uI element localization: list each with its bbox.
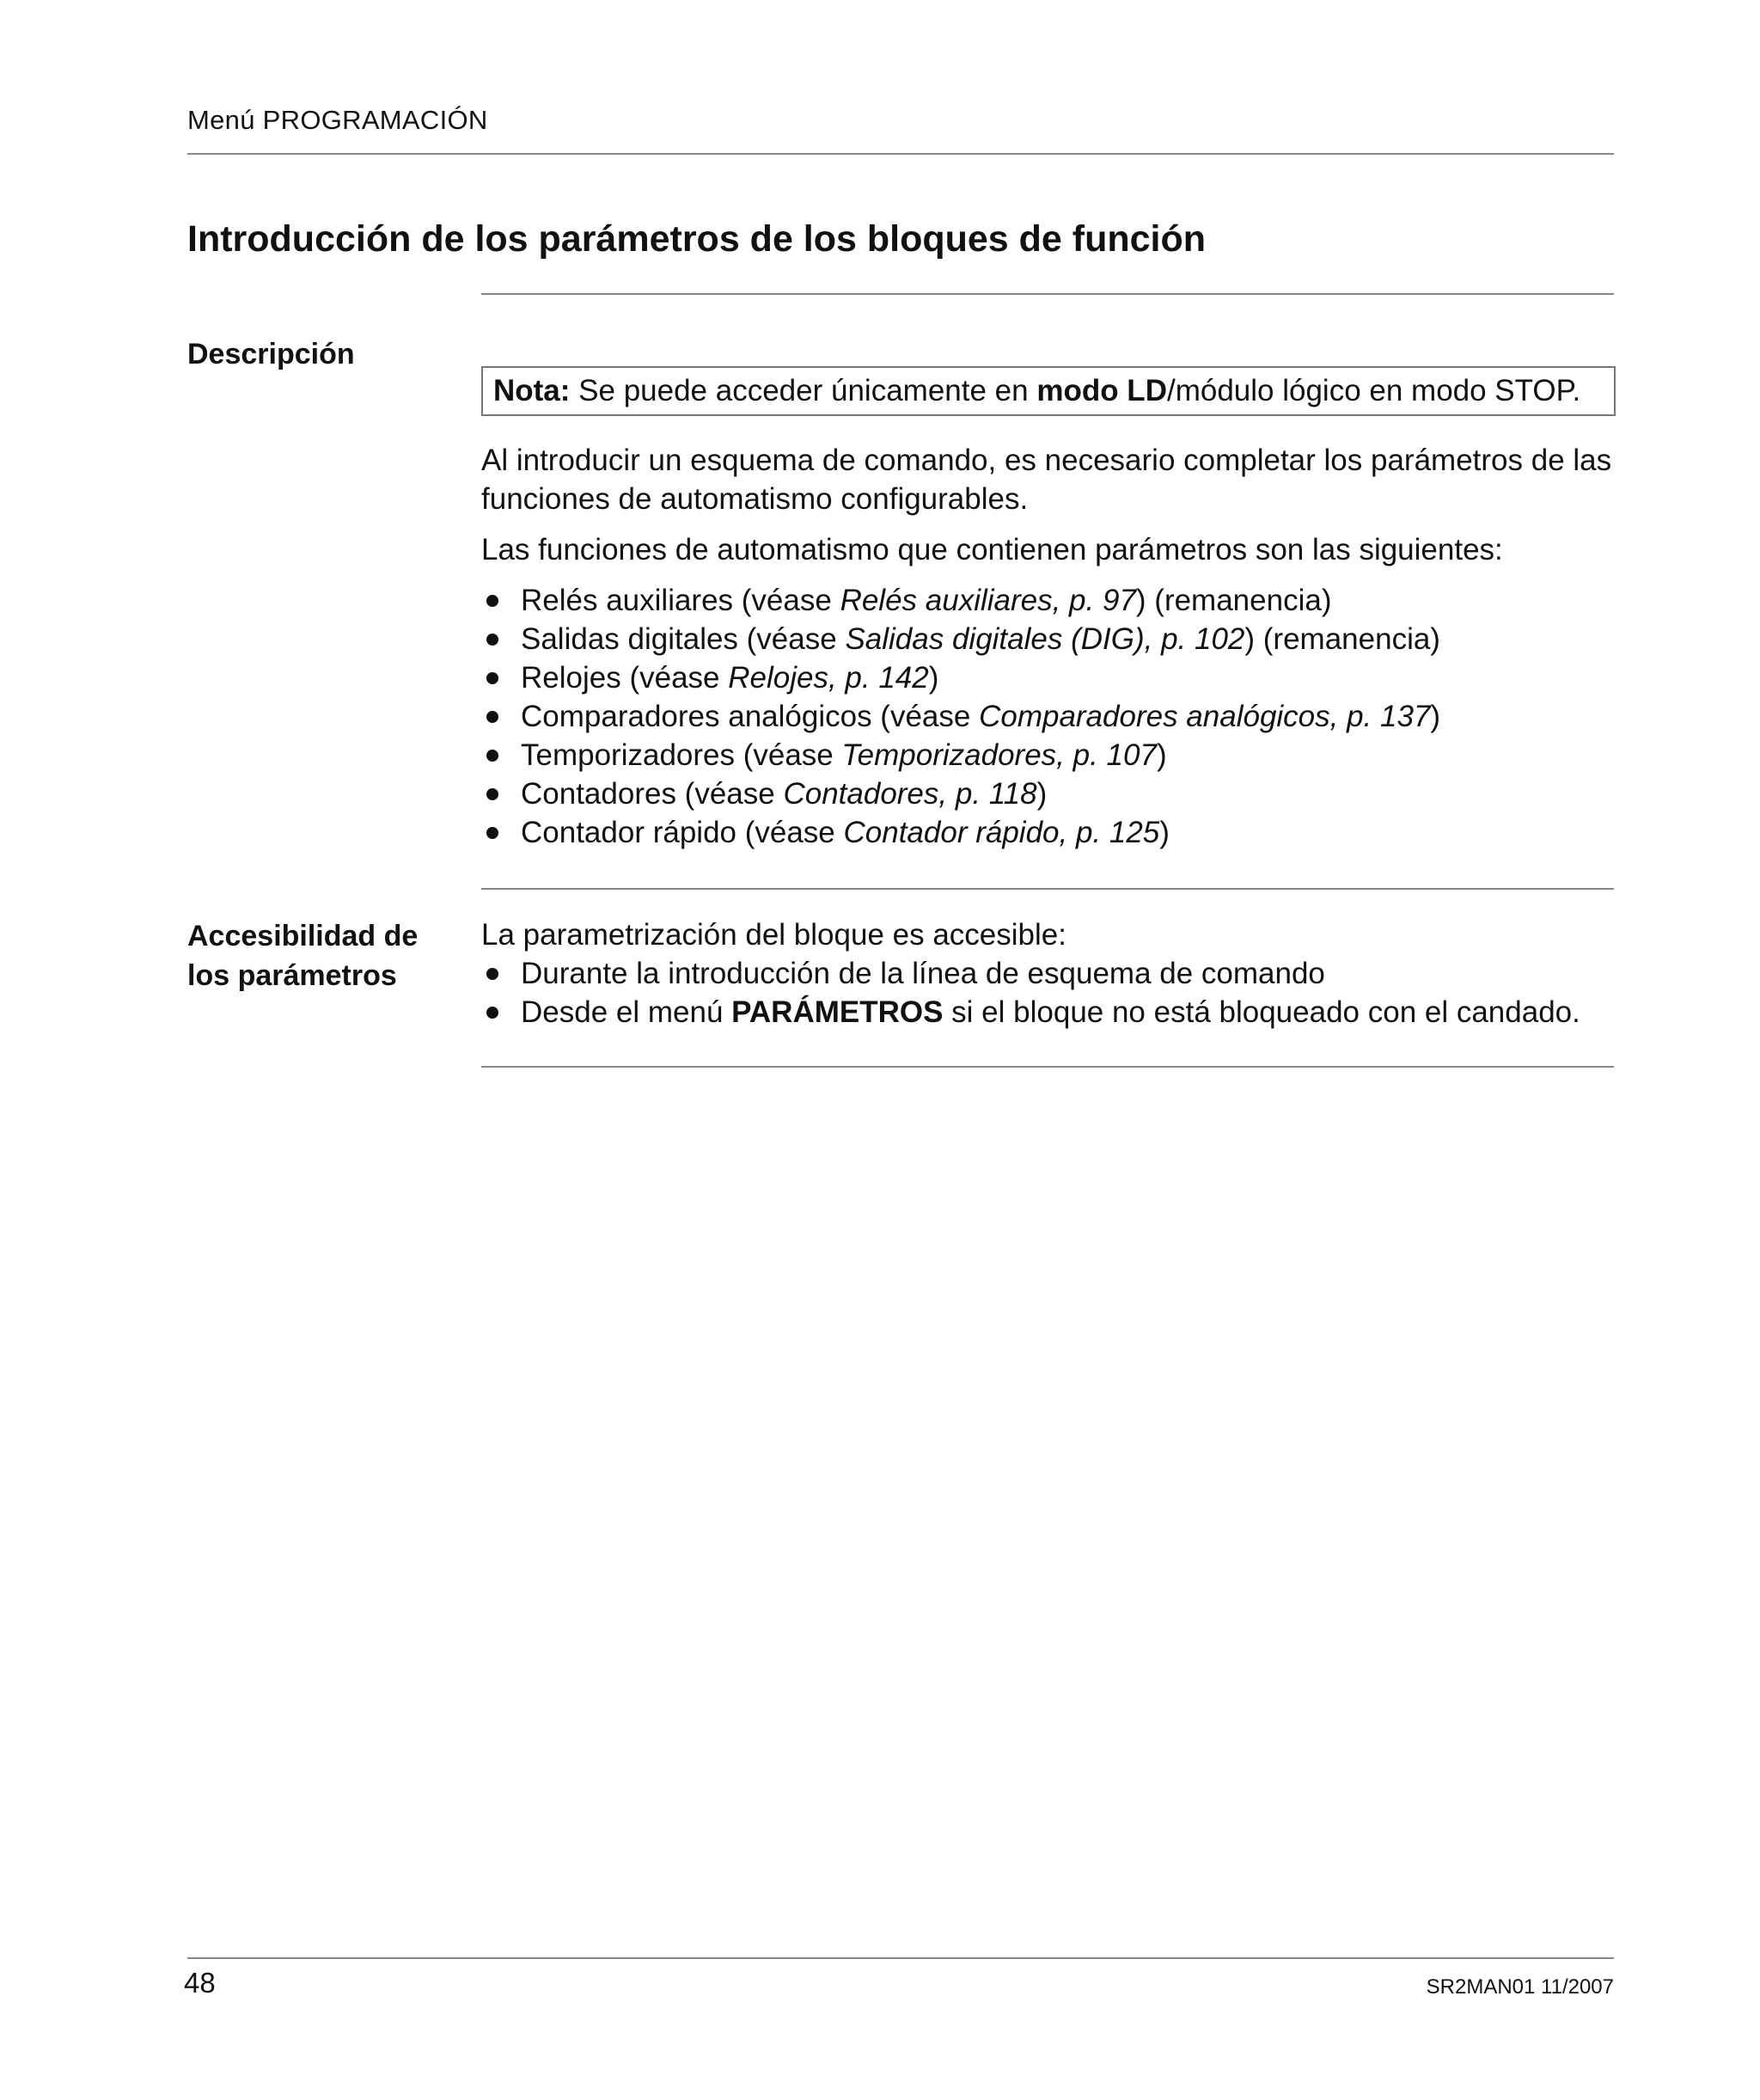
page-number: 48 (184, 1967, 216, 1999)
section-label-descripcion: Descripción (187, 338, 355, 370)
accesibilidad-intro: La parametrización del bloque es accesible: (481, 918, 1066, 952)
document-code: SR2MAN01 11/2007 (1426, 1975, 1614, 1999)
list-item: Temporizadores (véase Temporizadores, p. 107) (481, 736, 1616, 774)
cross-reference: Relés auxiliares, p. 97 (840, 584, 1136, 617)
list-item: Durante la introducción de la línea de esquema de comando (481, 954, 1616, 993)
bullet-icon (486, 1007, 498, 1019)
bullet-icon (486, 968, 498, 980)
cross-reference: Relojes, p. 142 (728, 661, 929, 695)
page-title: Introducción de los parámetros de los bloques de función (187, 218, 1207, 260)
list-item: Relojes (véase Relojes, p. 142) (481, 658, 1616, 697)
list-item: Contador rápido (véase Contador rápido, p. 125) (481, 813, 1616, 852)
list-item: Desde el menú PARÁMETROS si el bloque no está bloqueado con el candado. (481, 993, 1616, 1032)
descripcion-content (481, 441, 1616, 852)
page-header: Menú PROGRAMACIÓN (187, 105, 488, 135)
cross-reference: Temporizadores, p. 107 (841, 738, 1157, 772)
cross-reference: Comparadores analógicos, p. 137 (979, 700, 1431, 733)
section-label-accesibilidad (187, 916, 418, 995)
menu-name: PARÁMETROS (731, 995, 944, 1029)
descripcion-paragraph-1: Al introducir un esquema de comando, es necesario completar los parámetros de las funciones de automatismo configurables. (481, 444, 1612, 516)
list-item: Comparadores analógicos (véase Comparadores analógicos, p. 137) (481, 697, 1616, 736)
cross-reference: Contador rápido, p. 125 (843, 816, 1160, 849)
list-item: Relés auxiliares (véase Relés auxiliares, p. 97) (remanencia) (481, 581, 1616, 620)
bullet-icon (486, 672, 498, 684)
note-label: Nota: (493, 374, 571, 407)
note-bold: modo LD (1036, 374, 1167, 407)
section-label-line-2: los parámetros (187, 959, 397, 992)
section-rule (481, 888, 1614, 890)
function-list (481, 581, 1616, 852)
list-item: Contadores (véase Contadores, p. 118) (481, 774, 1616, 813)
bullet-icon (486, 711, 498, 723)
bullet-icon (486, 827, 498, 839)
section-end-rule (481, 1066, 1614, 1068)
title-rule (481, 293, 1614, 295)
bullet-icon (486, 750, 498, 762)
footer-rule (187, 1957, 1614, 1959)
header-rule (187, 153, 1614, 155)
accesibilidad-content (481, 915, 1616, 1032)
access-list (481, 954, 1616, 1032)
note-text-2: /módulo lógico en modo STOP. (1166, 374, 1581, 407)
cross-reference: Contadores, p. 118 (783, 777, 1037, 811)
section-label-line-1: Accesibilidad de (187, 920, 419, 952)
cross-reference: Salidas digitales (DIG), p. 102 (845, 622, 1245, 656)
bullet-icon (486, 788, 498, 800)
note-box (481, 366, 1616, 416)
bullet-icon (486, 595, 498, 607)
descripcion-paragraph-2: Las funciones de automatismo que contienen parámetros son las siguientes: (481, 533, 1503, 566)
list-item: Salidas digitales (véase Salidas digitales (DIG), p. 102) (remanencia) (481, 620, 1616, 658)
note-text-1: Se puede acceder únicamente en (570, 374, 1037, 407)
bullet-icon (486, 634, 498, 646)
